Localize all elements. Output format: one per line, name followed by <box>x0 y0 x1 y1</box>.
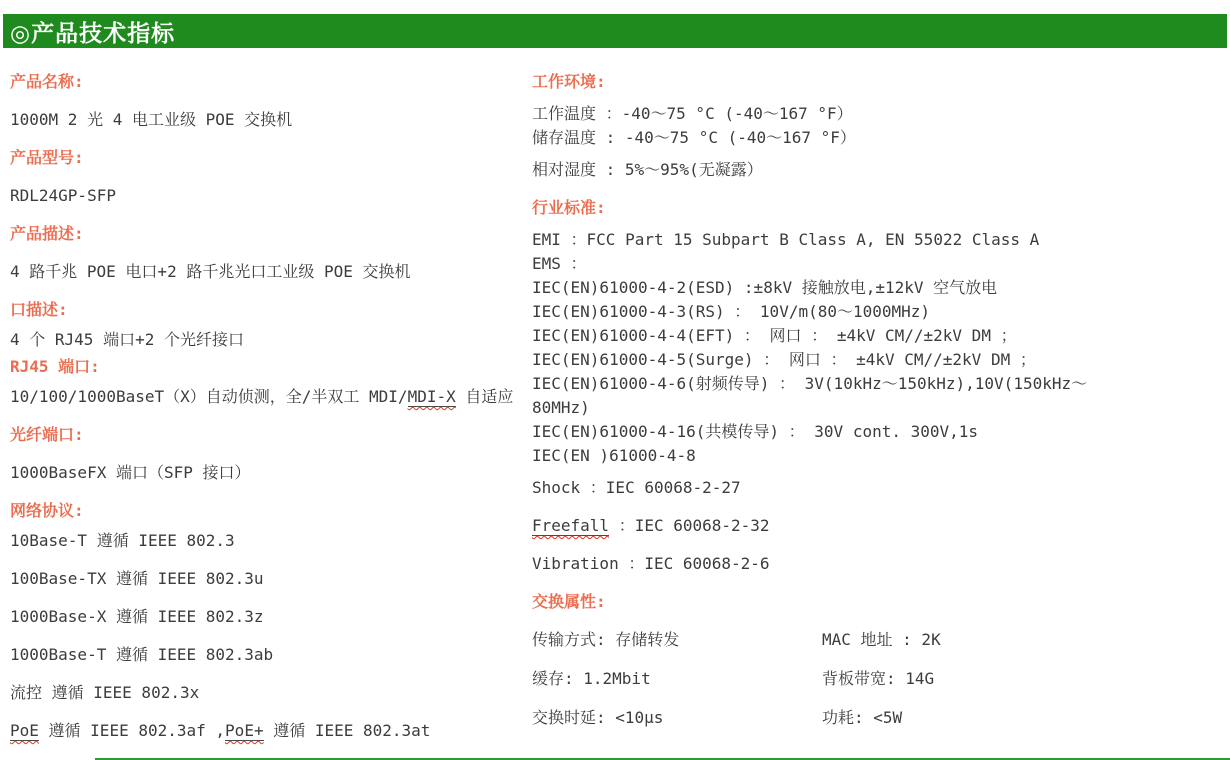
text-fiber-ports: 1000BaseFX 端口（SFP 接口） <box>10 463 251 482</box>
heading-fiber-ports: 光纤端口: <box>10 425 84 444</box>
standard-line-surge: IEC(EN)61000-4-5(Surge) ： 网口 ： ±4kV CM//±2kV DM ； <box>532 350 1036 369</box>
text-shock: Shock ：IEC 60068-2-27 <box>532 478 741 497</box>
heading-network-protocols: 网络协议: <box>10 501 84 520</box>
text-description: 4 路千兆 POE 电口+2 路千兆光口工业级 POE 交换机 <box>10 262 411 281</box>
text-vibration: Vibration ：IEC 60068-2-6 <box>532 554 770 573</box>
heading-industry-standards: 行业标准: <box>532 198 606 217</box>
text-working-temperature: 工作温度 ：-40～75 °C (-40～167 °F） <box>532 104 853 123</box>
switch-cell-power-consumption: 功耗: <5W <box>822 708 903 727</box>
standard-line-eft: IEC(EN)61000-4-4(EFT) ： 网口 ： ±4kV CM//±2kV DM ； <box>532 326 1017 345</box>
text-port-description: 4 个 RJ45 端口+2 个光纤接口 <box>10 330 244 349</box>
rj45-spellcheck-word: MDI-X <box>407 387 456 406</box>
heading-switch-properties: 交换属性: <box>532 592 606 611</box>
section-header-title: ◎产品技术指标 <box>10 20 176 47</box>
heading-work-environment: 工作环境: <box>532 72 606 91</box>
protocol-line-poe <box>10 719 532 743</box>
heading-description: 产品描述: <box>10 224 84 243</box>
protocol-line: 10Base-T 遵循 IEEE 802.3 <box>10 531 235 550</box>
freefall-spellcheck-word: Freefall <box>532 516 610 535</box>
standard-line-61000-4-8: IEC(EN )61000-4-8 <box>532 446 696 465</box>
heading-port-description: 口描述: <box>10 300 68 319</box>
standard-line-ems: EMS ： <box>532 254 587 273</box>
heading-model: 产品型号: <box>10 148 84 167</box>
protocol-line: 1000Base-X 遵循 IEEE 802.3z <box>10 607 264 626</box>
switch-cell-backplane-bandwidth: 背板带宽: 14G <box>822 669 935 688</box>
text-relative-humidity: 相对湿度 : 5%～95%(无凝露） <box>532 160 763 179</box>
poe-spellcheck-word: PoE <box>10 721 39 740</box>
freefall-text-rest: ：IEC 60068-2-32 <box>609 516 770 535</box>
standard-line-common-mode: IEC(EN)61000-4-16(共模传导) ： 30V cont. 300V,1s <box>532 422 979 441</box>
protocol-line: 1000Base-T 遵循 IEEE 802.3ab <box>10 645 274 664</box>
protocol-line: 流控 遵循 IEEE 802.3x <box>10 683 200 702</box>
switch-cell-latency: 交换时延: <10μs <box>532 708 664 727</box>
heading-product-name: 产品名称: <box>10 72 84 91</box>
left-column <box>10 48 532 743</box>
standard-line-esd: IEC(EN)61000-4-2(ESD) :±8kV 接触放电,±12kV 空气放电 <box>532 278 998 297</box>
spec-content <box>0 48 1230 743</box>
standard-line-rs: IEC(EN)61000-4-3(RS) ： 10V/m(80～1000MHz) <box>532 302 931 321</box>
switch-cell-buffer: 缓存: 1.2Mbit <box>532 669 651 688</box>
standard-line-rf-conduction: IEC(EN)61000-4-6(射频传导) ： 3V(10kHz～150kHz),10V(150kHz～80MHz) <box>532 374 1088 417</box>
poe-plus-spellcheck-word: PoE+ <box>225 721 264 740</box>
text-product-name: 1000M 2 光 4 电工业级 POE 交换机 <box>10 110 293 129</box>
poe-text-end: 遵循 IEEE 802.3at <box>263 721 431 740</box>
text-storage-temperature: 储存温度 : -40～75 °C (-40～167 °F） <box>532 128 856 147</box>
standard-line-emi: EMI ：FCC Part 15 Subpart B Class A, EN 55022 Class A <box>532 230 1040 249</box>
text-temperatures <box>532 102 1230 150</box>
text-model: RDL24GP-SFP <box>10 186 116 205</box>
switch-cell-transmission: 传输方式: 存储转发 <box>532 630 680 649</box>
section-header-bar <box>3 14 1227 48</box>
poe-text-mid: 遵循 IEEE 802.3af , <box>38 721 226 740</box>
standards-block <box>532 228 1092 468</box>
rj45-text-prefix: 10/100/1000BaseT（X）自动侦测，全/半双工 MDI/ <box>10 387 408 406</box>
protocol-line: 100Base-TX 遵循 IEEE 802.3u <box>10 569 264 588</box>
text-freefall <box>532 514 1230 538</box>
heading-rj45-ports: RJ45 端口: <box>10 357 100 376</box>
switch-cell-mac-address: MAC 地址 : 2K <box>822 630 941 649</box>
rj45-text-suffix: 自适应 <box>455 387 514 406</box>
switch-properties-table <box>532 628 1230 730</box>
text-rj45-ports <box>10 385 532 409</box>
right-column <box>532 48 1230 743</box>
